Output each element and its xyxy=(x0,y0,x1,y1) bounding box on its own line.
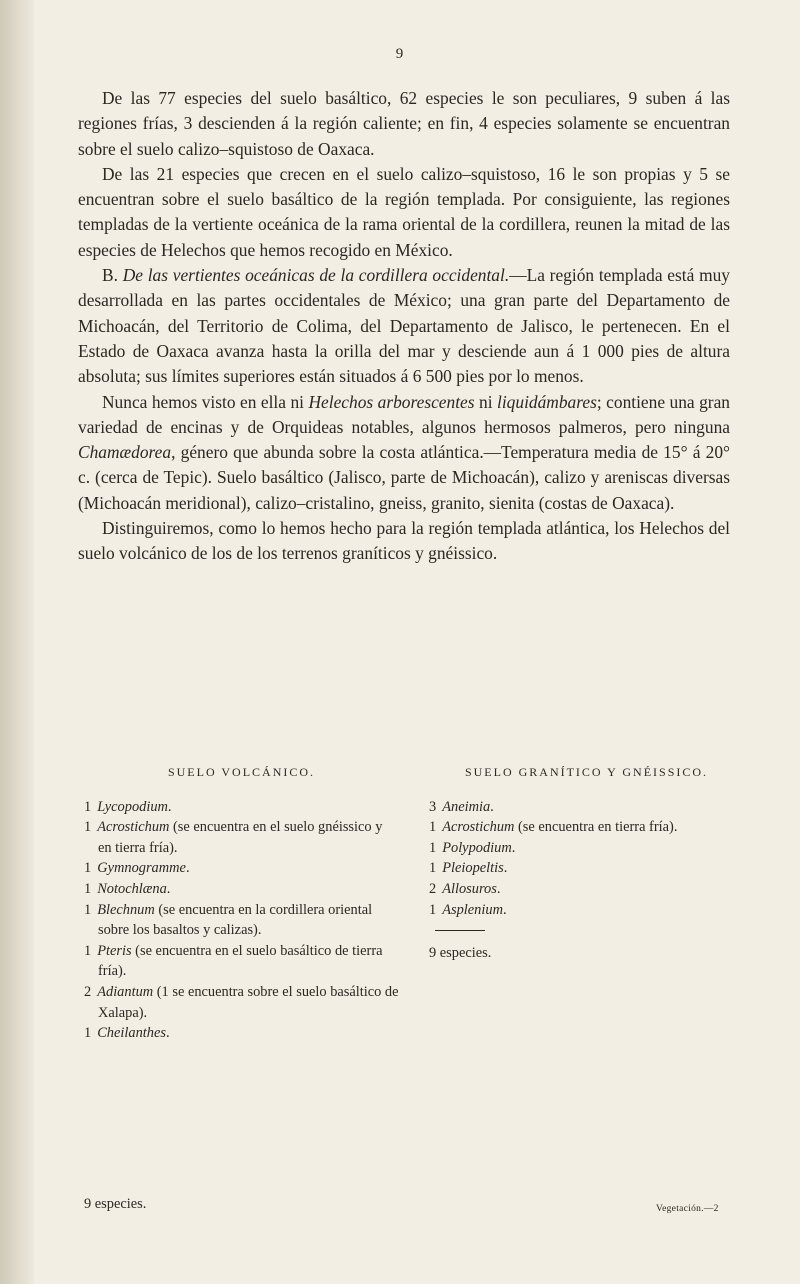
signature-mark: Vegetación.—2 xyxy=(656,1204,719,1214)
genus-name: Acrostichum xyxy=(97,819,170,836)
species-item xyxy=(84,941,399,982)
text-segment: —La región templada está muy desarrollada en las partes occidentales de México; una gran parte del Departamento de Michoacán, del Territorio de Colima, del Departamento de Jalisco, le pertenecen. En el Estado de Oaxaca avanza hasta la orilla del mar y desciende aun á 1 000 pies de altura absoluta; sus límites superiores están situados á 6 500 pies por lo menos. xyxy=(78,265,730,387)
paragraph xyxy=(78,162,730,263)
granitic-species-list xyxy=(429,797,744,921)
species-note: . xyxy=(490,798,494,815)
species-count: 1 xyxy=(84,860,92,877)
text-segment: B. xyxy=(102,265,123,286)
volcanic-soil-column xyxy=(84,762,399,1044)
volcanic-species-list xyxy=(84,797,399,1044)
species-note: (se encuentra en el suelo basáltico de tierra fría). xyxy=(98,942,383,980)
species-note: . xyxy=(165,1025,170,1042)
text-segment: Nunca hemos visto en ella ni xyxy=(102,391,309,412)
species-note: . xyxy=(511,839,516,856)
species-item xyxy=(429,817,744,838)
text-segment: ni xyxy=(474,391,498,412)
species-count: 2 xyxy=(84,983,92,1000)
genus-name: Notochlæna xyxy=(97,880,167,897)
species-item xyxy=(429,900,744,921)
species-count: 1 xyxy=(84,880,92,897)
granitic-soil-heading: SUELO GRANÍTICO Y GNÉISSICO. xyxy=(464,765,709,779)
genus-name: Polypodium xyxy=(442,839,512,856)
species-count: 1 xyxy=(429,839,437,856)
species-item xyxy=(84,797,399,818)
species-item xyxy=(429,797,744,818)
species-item xyxy=(84,858,399,879)
species-count: 3 xyxy=(429,798,437,815)
species-count: 1 xyxy=(84,942,92,959)
species-note: . xyxy=(166,880,171,897)
text-segment: , género que abunda sobre la costa atlántica.—Temperatura media de 15° á 20° c. (cerca de Tepic). Suelo basáltico (Jalisco, parte de Michoacán), calizo y areniscas diversas (Michoacán meridional), calizo–cristalino, gneiss, granito, sienita (costas de Oaxaca). xyxy=(78,442,730,513)
text-segment: De las 21 especies que crecen en el suelo calizo–squistoso, 16 le son propias y 5 se encuentran sobre el suelo basáltico de la región templada. Por consiguiente, las regiones templadas de la vertiente oceánica de la rama oriental de la cordillera, reunen la mitad de las especies de Helechos que hemos recogido en México. xyxy=(78,163,730,260)
species-note: . xyxy=(503,860,508,877)
species-note: . xyxy=(502,901,507,918)
granitic-total: 9 especies. xyxy=(429,945,492,962)
italic-text: liquidámbares xyxy=(497,391,597,412)
species-item xyxy=(429,858,744,879)
species-count: 1 xyxy=(84,901,92,918)
species-item xyxy=(429,879,744,900)
genus-name: Acrostichum xyxy=(442,819,515,836)
species-note: (se encuentra en el suelo gnéissico y en tierra fría). xyxy=(98,819,383,856)
text-segment: ; contiene una gran variedad de encinas y de Orquideas notables, algunos hermosos palmeros, pero ninguna xyxy=(78,391,731,437)
genus-name: Pteris xyxy=(97,942,132,959)
paragraph xyxy=(78,390,730,516)
species-note: . xyxy=(167,798,172,815)
species-columns xyxy=(84,762,744,1044)
granitic-soil-column xyxy=(429,762,744,1044)
paragraph xyxy=(78,86,730,162)
species-note: (se encuentra en tierra fría). xyxy=(514,819,678,836)
species-item xyxy=(84,879,399,900)
text-segment: Distinguiremos, como lo hemos hecho para la región templada atlántica, los Helechos del suelo volcánico de los de los terrenos graníticos y gnéissico. xyxy=(78,518,730,564)
species-item xyxy=(84,982,399,1023)
page-number: 9 xyxy=(395,46,405,62)
total-rule xyxy=(435,930,485,931)
genus-name: Pleiopeltis xyxy=(442,860,504,877)
species-item xyxy=(84,817,399,858)
italic-text: Helechos arborescentes xyxy=(308,391,475,412)
genus-name: Gymnogramme xyxy=(97,860,186,877)
species-count: 1 xyxy=(429,901,437,918)
species-count: 2 xyxy=(429,880,437,897)
species-item xyxy=(84,900,399,941)
genus-name: Lycopodium xyxy=(97,798,168,815)
italic-text: Chamædorea xyxy=(78,442,172,463)
volcanic-total: 9 especies. xyxy=(84,1196,147,1212)
genus-name: Allosuros xyxy=(442,880,497,897)
genus-name: Blechnum xyxy=(97,901,155,918)
text-segment: De las 77 especies del suelo basáltico, 62 especies le son peculiares, 9 suben á las regiones frías, 3 descienden á la región caliente; en fin, 4 especies solamente se encuentran sobre el suelo calizo–squistoso de Oaxaca. xyxy=(78,88,730,159)
species-item xyxy=(84,1023,399,1044)
species-note: (1 se encuentra sobre el suelo basáltico de Xalapa). xyxy=(98,983,399,1021)
species-note: . xyxy=(185,860,190,877)
genus-name: Aneimia xyxy=(442,798,491,815)
body-text xyxy=(78,86,730,567)
paragraph xyxy=(78,263,730,389)
paragraph xyxy=(78,516,730,567)
species-note: (se encuentra en la cordillera oriental sobre los basaltos y calizas). xyxy=(98,901,373,939)
species-count: 1 xyxy=(429,819,437,836)
genus-name: Asplenium xyxy=(442,901,503,918)
species-note: . xyxy=(496,880,501,897)
italic-text: De las vertientes oceánicas de la cordillera occidental. xyxy=(122,265,510,286)
species-item xyxy=(429,838,744,859)
species-count: 1 xyxy=(84,1025,92,1042)
page-edge-shadow xyxy=(0,0,34,1284)
genus-name: Adiantum xyxy=(97,983,154,1000)
genus-name: Cheilanthes xyxy=(97,1025,166,1042)
species-count: 1 xyxy=(84,819,92,836)
volcanic-soil-heading: SUELO VOLCÁNICO. xyxy=(167,765,316,779)
species-count: 1 xyxy=(429,860,437,877)
species-count: 1 xyxy=(84,798,92,815)
